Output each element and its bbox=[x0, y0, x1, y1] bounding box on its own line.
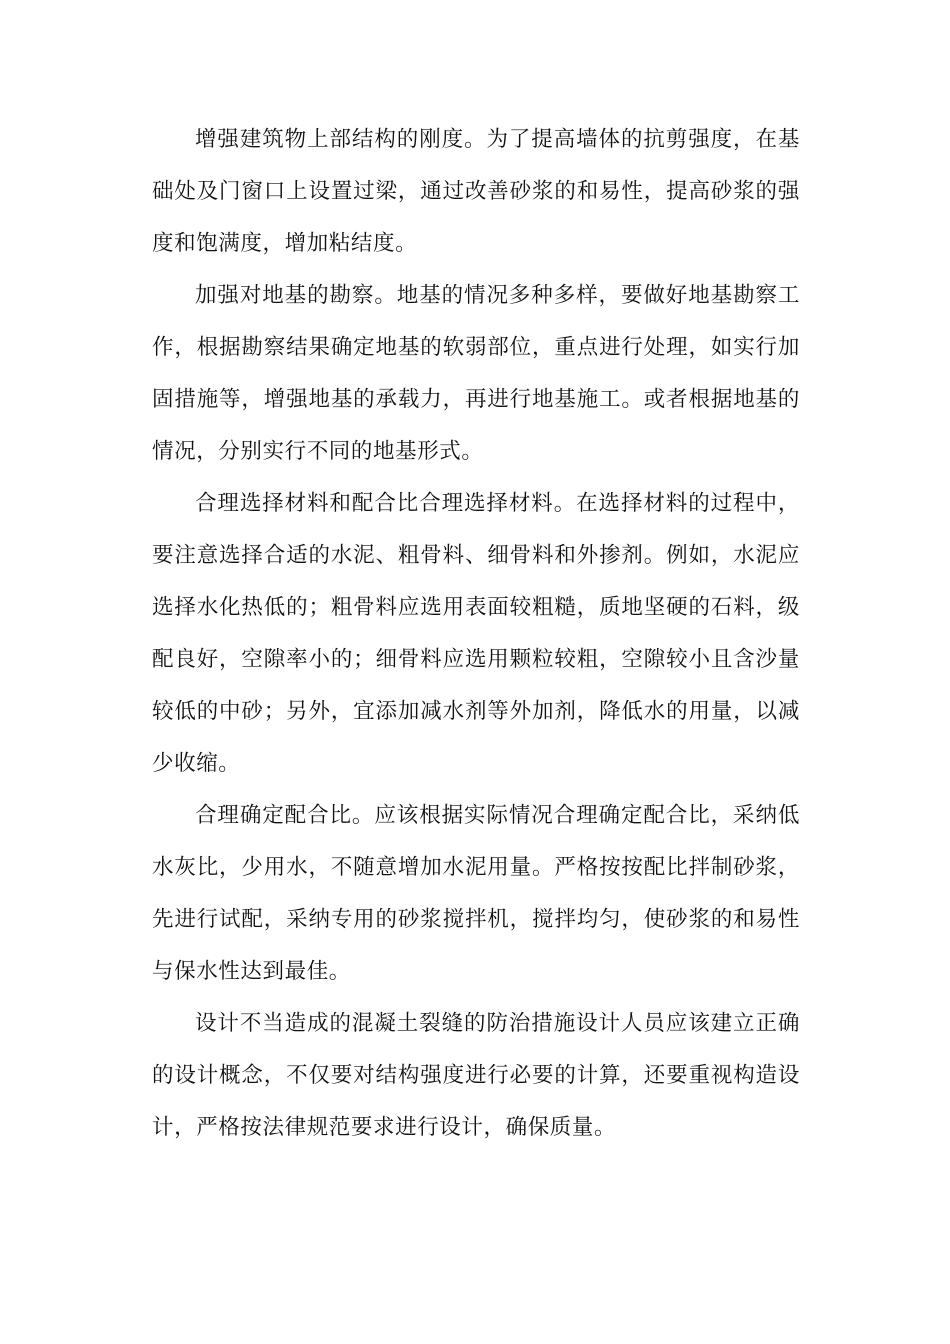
paragraph-structural-stiffness: 增强建筑物上部结构的刚度。为了提高墙体的抗剪强度，在基础处及门窗口上设置过梁，通过改善砂浆的和易性，提高砂浆的强度和饱满度，增加粘结度。 bbox=[152, 127, 800, 256]
paragraph-foundation-survey: 加强对地基的勘察。地基的情况多种多样，要做好地基勘察工作，根据勘察结果确定地基的软弱部位，重点进行处理，如实行加固措施等，增强地基的承载力，再进行地基施工。或者根据地基的情况，分别实行不同的地基形式。 bbox=[152, 283, 800, 464]
document-body bbox=[152, 114, 800, 1154]
paragraph-material-selection: 合理选择材料和配合比合理选择材料。在选择材料的过程中，要注意选择合适的水泥、粗骨料、细骨料和外掺剂。例如，水泥应选择水化热低的；粗骨料应选用表面较粗糙，质地坚硬的石料，级配良好，空隙率小的；细骨料应选用颗粒较粗，空隙较小且含沙量较低的中砂；另外，宜添加减水剂等外加剂，降低水的用量，以减少收缩。 bbox=[152, 491, 800, 776]
paragraph-design-measures: 设计不当造成的混凝土裂缝的防治措施设计人员应该建立正确的设计概念，不仅要对结构强度进行必要的计算，还要重视构造设计，严格按法律规范要求进行设计，确保质量。 bbox=[152, 1011, 800, 1140]
paragraph-mix-ratio: 合理确定配合比。应该根据实际情况合理确定配合比，采纳低水灰比，少用水，不随意增加水泥用量。严格按按配比拌制砂浆，先进行试配，采纳专用的砂浆搅拌机，搅拌均匀，使砂浆的和易性与保水性达到最佳。 bbox=[152, 803, 800, 984]
